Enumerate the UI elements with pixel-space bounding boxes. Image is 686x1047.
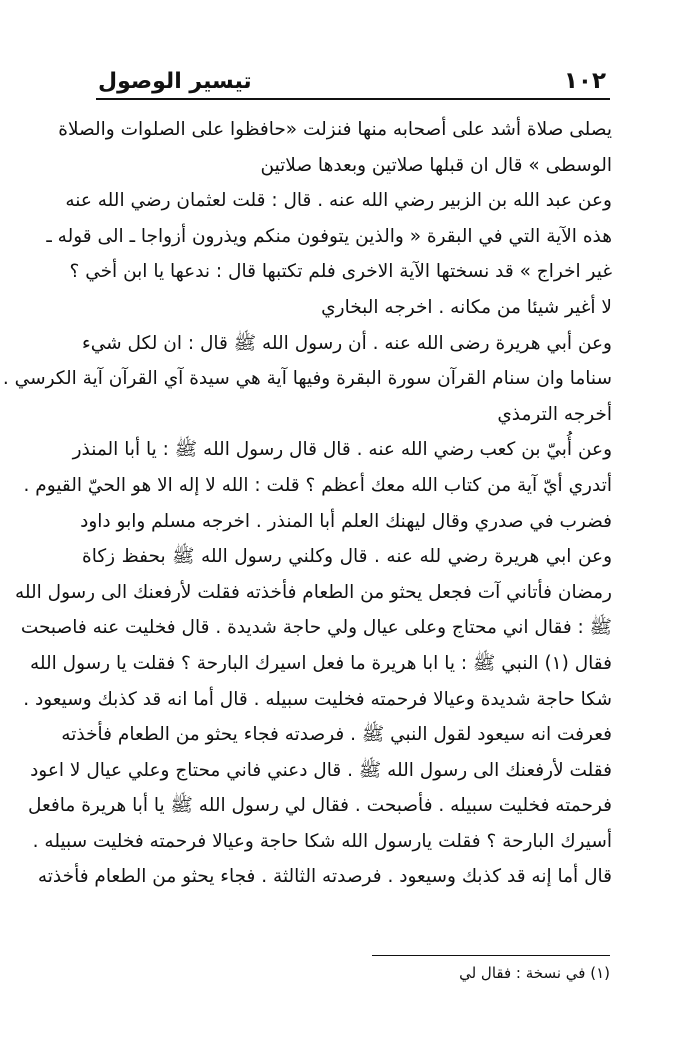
text-line: الوسطى » قال ان قبلها صلاتين وبعدها صلاتين: [260, 154, 612, 176]
header-divider: [96, 98, 610, 100]
text-line: فقال (١) النبي ﷺ : يا ابا هريرة ما فعل اسيرك البارحة ؟ فقلت يا رسول الله: [29, 652, 612, 674]
footnote-divider: [372, 955, 610, 956]
running-title: تيسير الوصول: [98, 69, 252, 94]
text-line: هذه الآية التي في البقرة « والذين يتوفون منكم ويذرون أزواجا ـ الى قوله ـ: [46, 225, 612, 247]
body-text: [2, 112, 612, 895]
text-line: سناما وان سنام القرآن سورة البقرة وفيها آية هي سيدة آي القرآن آية الكرسي .: [2, 368, 612, 390]
text-line: فضرب في صدري وقال ليهنك العلم أبا المنذر . اخرجه مسلم وابو داود: [80, 510, 612, 532]
text-line: رمضان فأتاني آت فجعل يحثو من الطعام فأخذته فقلت لأرفعنك الى رسول الله: [14, 581, 612, 603]
page-header: [98, 58, 606, 94]
text-line: فعرفت انه سيعود لقول النبي ﷺ . فرصدته فجاء يحثو من الطعام فأخذته: [61, 724, 612, 746]
footnote: (١) في نسخة : فقال لي: [459, 964, 610, 982]
text-line: يصلى صلاة أشد على أصحابه منها فنزلت «حافظوا على الصلوات والصلاة: [58, 119, 612, 140]
text-line: شكا حاجة شديدة وعيالا فرحمته فخليت سبيله . قال أما انه قد كذبك وسيعود .: [23, 688, 612, 710]
text-line: أسيرك البارحة ؟ فقلت يارسول الله شكا حاجة وعيالا فرحمته فخليت سبيله .: [32, 830, 612, 852]
text-line: وعن أُبيّ بن كعب رضي الله عنه . قال قال رسول الله ﷺ : يا أبا المنذر: [72, 439, 612, 461]
page-number: ١٠٢: [563, 68, 606, 94]
text-line: ﷺ : فقال اني محتاج وعلى عيال ولي حاجة شديدة . قال فخليت عنه فاصبحت: [20, 617, 612, 639]
text-line: فقلت لأرفعنك الى رسول الله ﷺ . قال دعني فاني محتاج وعلي عيال لا اعود: [30, 759, 612, 781]
text-line: وعن أبي هريرة رضى الله عنه . أن رسول الله ﷺ قال : ان لكل شيء: [82, 332, 612, 354]
text-line: غير اخراج » قد نسختها الآية الاخرى فلم تكتبها قال : ندعها يا ابن أخي ؟: [69, 261, 612, 283]
text-line: قال أما إنه قد كذبك وسيعود . فرصدته الثالثة . فجاء يحثو من الطعام فأخذته: [37, 866, 612, 888]
text-line: أخرجه الترمذي: [497, 403, 612, 425]
text-line: أتدري أيّ آية من كتاب الله معك أعظم ؟ قلت : الله لا إله الا هو الحيّ القيوم .: [23, 474, 612, 496]
text-line: وعن ابي هريرة رضي لله عنه . قال وكلني رسول الله ﷺ بحفظ زكاة: [82, 546, 612, 568]
text-line: لا أغير شيئا من مكانه . اخرجه البخاري: [321, 296, 612, 318]
text-line: وعن عبد الله بن الزبير رضي الله عنه . قال : قلت لعثمان رضي الله عنه: [65, 190, 612, 212]
text-line: فرحمته فخليت سبيله . فأصبحت . فقال لي رسول الله ﷺ يا أبا هريرة مافعل: [27, 795, 612, 817]
